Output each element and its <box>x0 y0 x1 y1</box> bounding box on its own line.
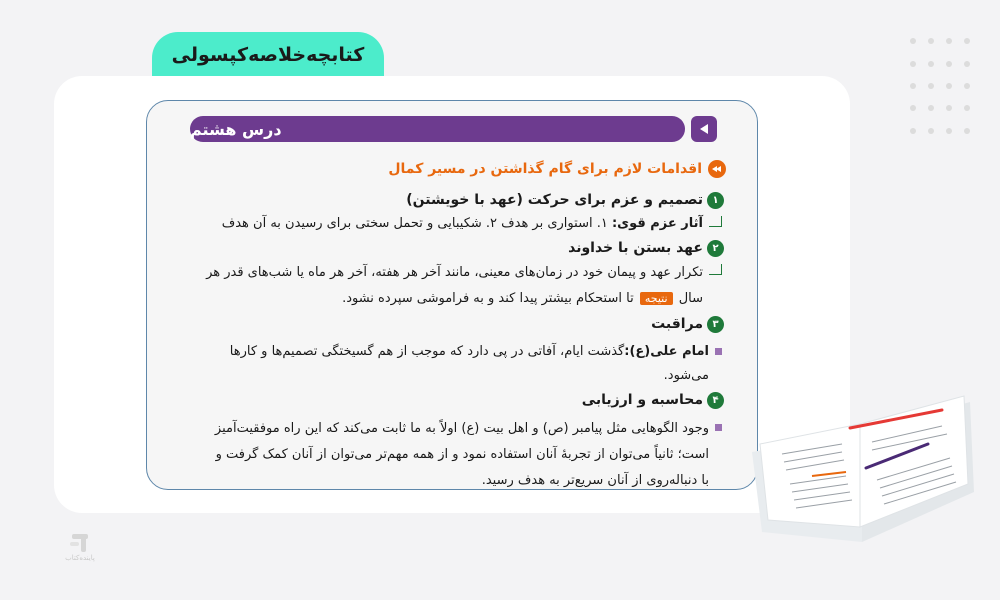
publisher-logo <box>52 532 108 572</box>
logo-icon <box>68 532 92 554</box>
item-4-detail: وجود الگوهایی مثل پیامبر (ص) و اهل بیت (ع) اولاً به ما ثابت می‌کند که این راه موفقیت‌آمیز است؛ ثانیاً می‌توان از تجربهٔ آنان استفاده نمود و از همه مهم‌تر می‌توان از آنان کمک گرفت و با دنباله‌روی از آنان سریع‌تر به هدف رسید. <box>204 416 724 494</box>
header-tab <box>152 32 384 78</box>
item-3-heading: ۳ مراقبت <box>204 312 724 336</box>
item-1-heading: ۱ تصمیم و عزم برای حرکت (عهد با خویشتن) <box>204 188 724 212</box>
item-2-heading: ۲ عهد بستن با خداوند <box>204 236 724 260</box>
branch-icon <box>709 216 722 227</box>
back-arrow-icon <box>708 160 726 178</box>
bullet-square-icon <box>715 424 722 431</box>
number-badge: ۲ <box>707 240 724 257</box>
play-left-icon <box>691 116 717 142</box>
item-2-detail: تکرار عهد و پیمان خود در زمان‌های معینی، مانند آخر هر هفته، آخر هر ماه یا شب‌های قدر هر سال نتیجه تا استحکام بیشتر پیدا کند و به فراموشی سپرده نشود. <box>204 260 724 312</box>
open-book-illustration <box>742 392 978 552</box>
summary-content <box>204 188 724 494</box>
logo-text: پاینده‌کتاب <box>65 554 95 562</box>
lesson-title-bar <box>190 116 685 142</box>
branch-icon <box>709 264 722 275</box>
item-4-heading: ۴ محاسبه و ارزیابی <box>204 388 724 412</box>
bullet-square-icon <box>715 348 722 355</box>
lesson-title: درس هشتم <box>190 119 282 139</box>
number-badge: ۴ <box>707 392 724 409</box>
result-badge: نتیجه <box>640 292 673 305</box>
section-heading <box>388 160 726 178</box>
item-1-detail: آثار عزم قوی: ۱. استواری بر هدف ۲. شکیبایی و تحمل سختی برای رسیدن به آن هدف <box>204 212 724 236</box>
header-title: کتابچه‌خلاصه‌کپسولی <box>171 44 365 66</box>
number-badge: ۳ <box>707 316 724 333</box>
section-title: اقدامات لازم برای گام گذاشتن در مسیر کمال <box>388 161 702 177</box>
number-badge: ۱ <box>707 192 724 209</box>
decorative-dot-grid <box>904 36 976 136</box>
item-3-detail: امام علی(ع):گذشت ایام، آفاتی در پی دارد که موجب از هم گسیختگی تصمیم‌ها و کارها می‌شود. <box>204 340 724 388</box>
